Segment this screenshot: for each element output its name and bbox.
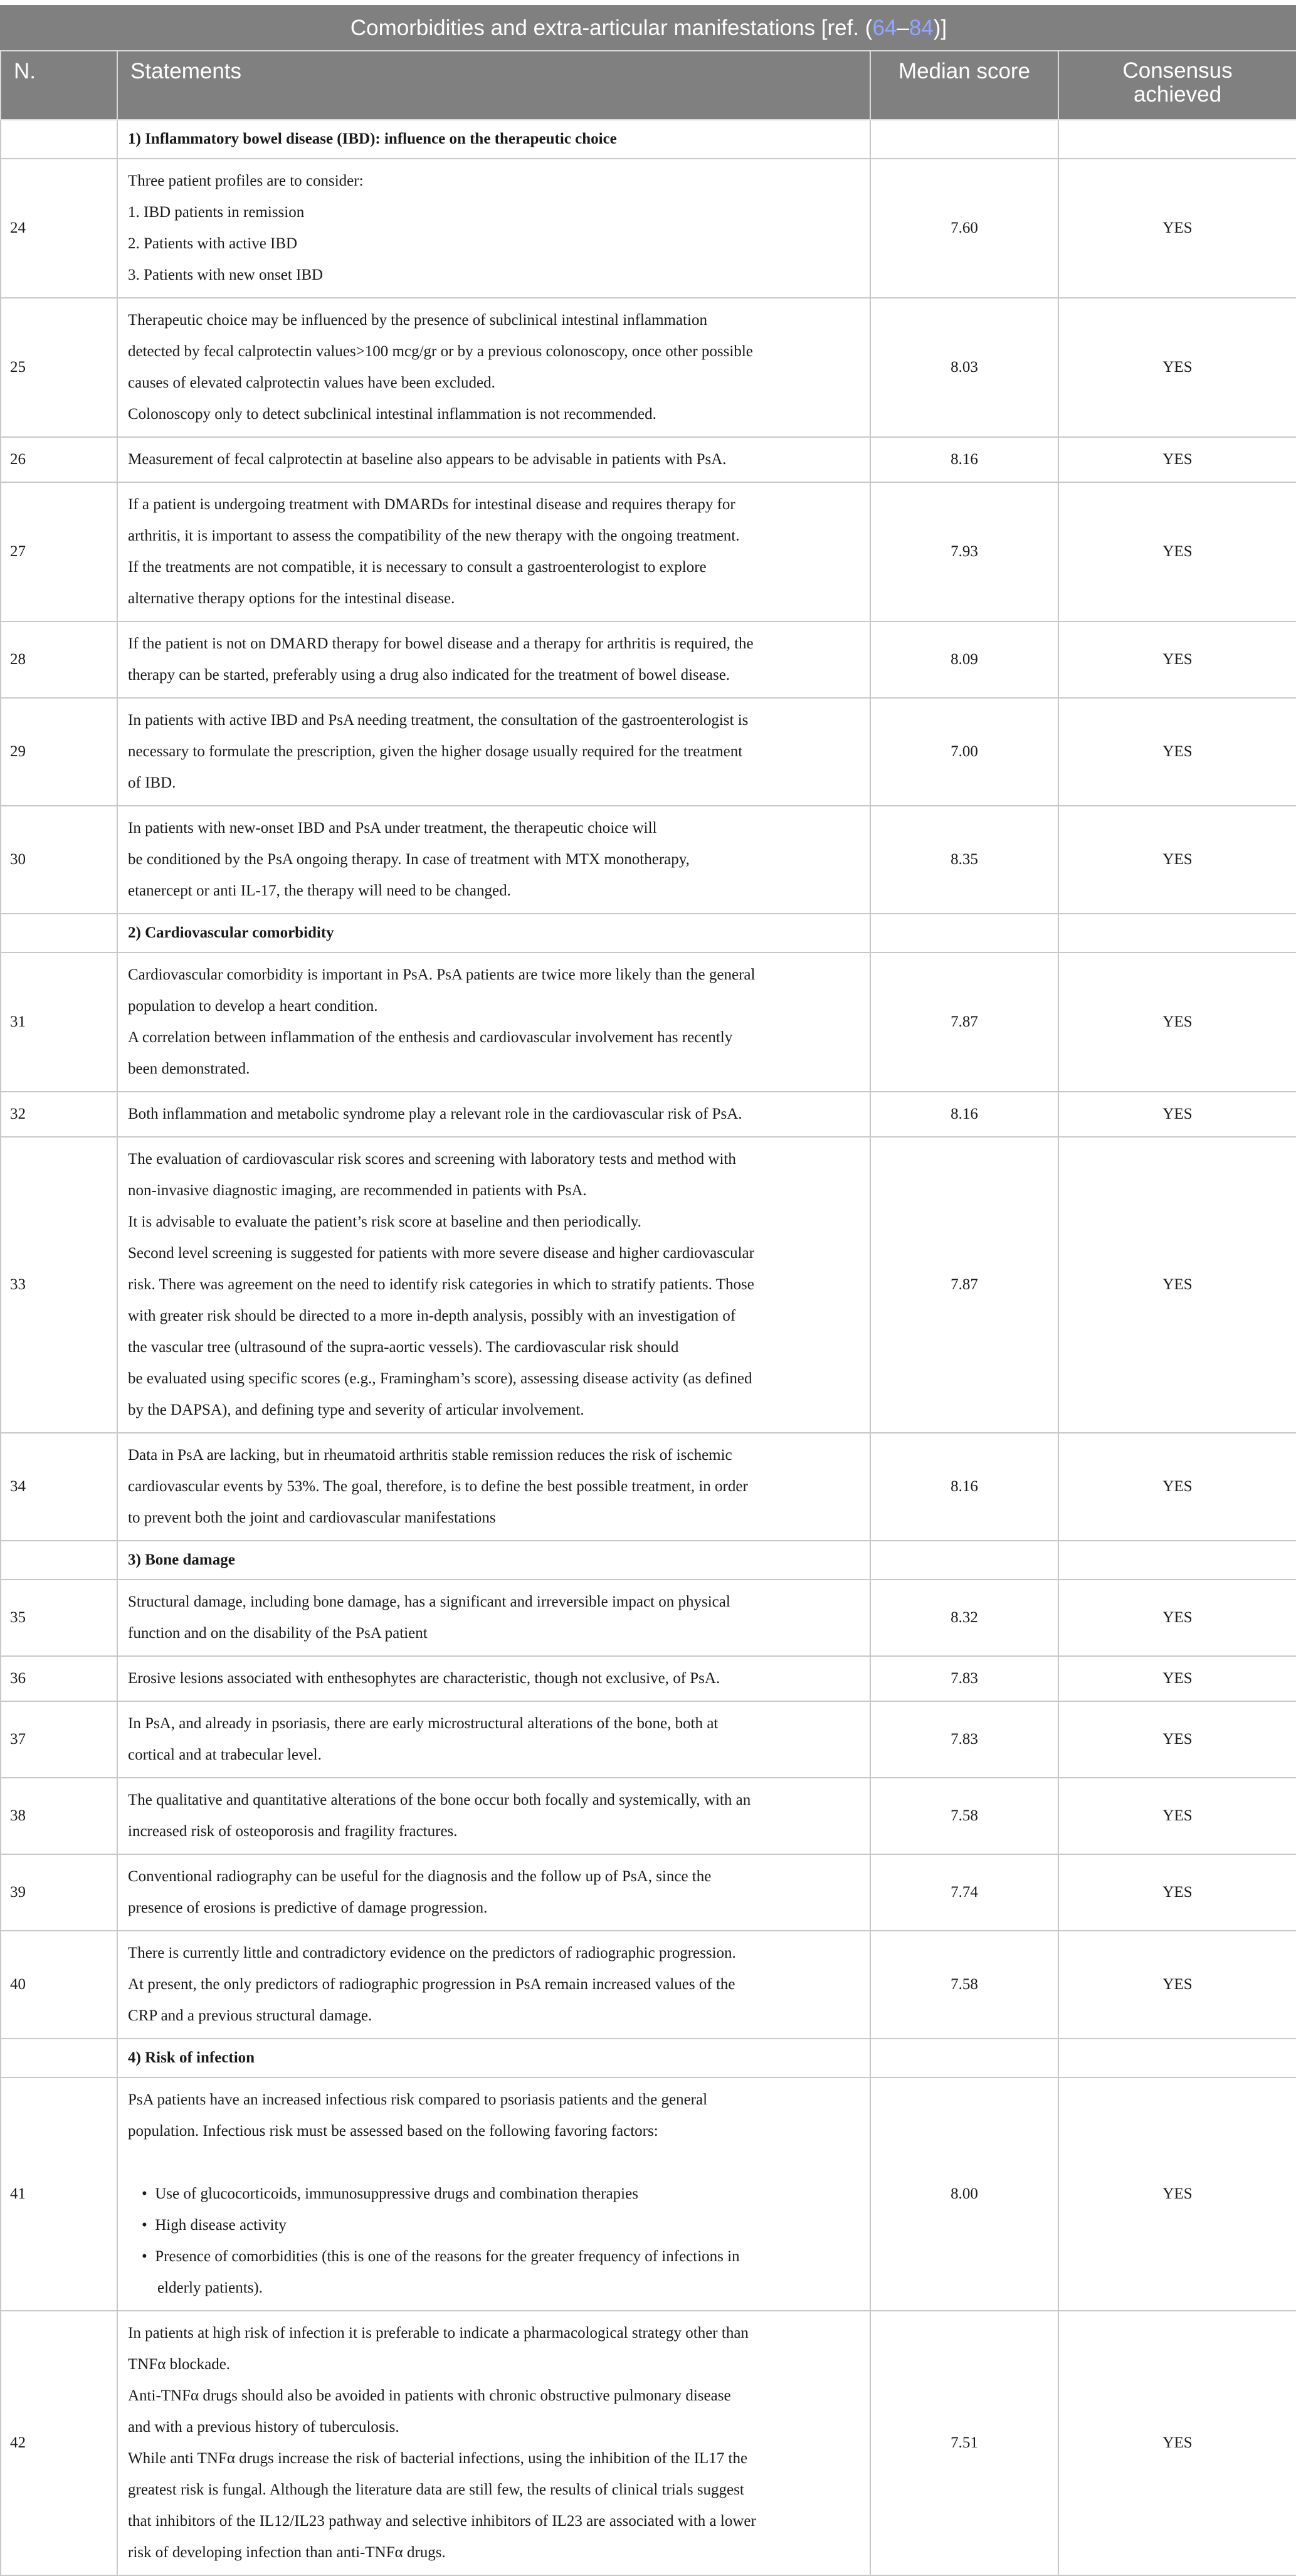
statement-line: Three patient profiles are to consider:: [128, 172, 364, 189]
statement-line: The qualitative and quantitative alterations of the bone occur both focally and systemically, with an: [128, 1792, 751, 1808]
consensus-achieved: YES: [1058, 953, 1296, 1092]
table-title: [1, 6, 1296, 51]
median-score: 7.60: [870, 159, 1058, 298]
statement-text: [117, 1580, 870, 1656]
statement-line: A correlation between inflammation of the enthesis and cardiovascular involvement has recently: [128, 1029, 733, 1046]
statement-number: 40: [1, 1931, 117, 2039]
consensus-achieved: YES: [1058, 298, 1296, 437]
statement-number: 31: [1, 953, 117, 1092]
statement-text: [117, 437, 870, 482]
consensus-achieved: YES: [1058, 1580, 1296, 1656]
statement-line: been demonstrated.: [128, 1060, 250, 1077]
median-score: 8.16: [870, 1433, 1058, 1541]
consensus-achieved: YES: [1058, 1137, 1296, 1433]
consensus-achieved: YES: [1058, 698, 1296, 806]
statement-number: 35: [1, 1580, 117, 1656]
consensus-achieved: YES: [1058, 1701, 1296, 1778]
statement-line: presence of erosions is predictive of damage progression.: [128, 1899, 488, 1916]
statement-text: [117, 1778, 870, 1854]
table-row: [1, 159, 1296, 298]
statement-line: Both inflammation and metabolic syndrome play a relevant role in the cardiovascular risk of PsA.: [128, 1106, 742, 1122]
bullet-line: elderly patients).: [142, 2279, 263, 2296]
ref-end-link[interactable]: 84: [909, 16, 934, 40]
table-row: [1, 437, 1296, 482]
section-median-cell: [870, 1541, 1058, 1580]
median-score: 7.51: [870, 2311, 1058, 2575]
statement-line: In patients with active IBD and PsA needing treatment, the consultation of the gastroenterologist is: [128, 712, 749, 729]
statement-line: cortical and at trabecular level.: [128, 1746, 322, 1763]
statement-line: cardiovascular events by 53%. The goal, therefore, is to define the best possible treatment, in order: [128, 1478, 748, 1495]
median-score: 7.74: [870, 1854, 1058, 1931]
header-median-score: Median score: [870, 51, 1058, 120]
table-row: [1, 1137, 1296, 1433]
statement-text: [117, 953, 870, 1092]
statement-text: [117, 2077, 870, 2311]
section-median-cell: [870, 914, 1058, 953]
statement-line: Structural damage, including bone damage, has a significant and irreversible impact on physical: [128, 1593, 730, 1610]
statement-line: etanercept or anti IL-17, the therapy will need to be changed.: [128, 882, 511, 899]
statement-line: to prevent both the joint and cardiovascular manifestations: [128, 1509, 496, 1526]
statement-line: Therapeutic choice may be influenced by the presence of subclinical intestinal inflammation: [128, 312, 707, 329]
statement-line: 3. Patients with new onset IBD: [128, 267, 324, 283]
statement-line: At present, the only predictors of radiographic progression in PsA remain increased values of the: [128, 1976, 735, 1993]
statement-line: Second level screening is suggested for patients with more severe disease and higher cardiovascular: [128, 1245, 754, 1262]
section-number-cell: [1, 914, 117, 953]
statement-number: 29: [1, 698, 117, 806]
statement-line: In patients at high risk of infection it is preferable to indicate a pharmacological strategy other than: [128, 2325, 749, 2341]
median-score: 8.09: [870, 621, 1058, 698]
consensus-achieved: YES: [1058, 437, 1296, 482]
section-number-cell: [1, 1541, 117, 1580]
statement-line: Colonoscopy only to detect subclinical intestinal inflammation is not recommended.: [128, 406, 656, 423]
section-title: 3) Bone damage: [117, 1541, 870, 1580]
header-statements: Statements: [117, 51, 870, 120]
statement-line: While anti TNFα drugs increase the risk of bacterial infections, using the inhibition of the IL17 the: [128, 2450, 748, 2467]
statement-number: 25: [1, 298, 117, 437]
statement-line: If the treatments are not compatible, it is necessary to consult a gastroenterologist to explore: [128, 559, 707, 576]
statement-line: 1. IBD patients in remission: [128, 204, 305, 221]
statement-number: 33: [1, 1137, 117, 1433]
consensus-achieved: YES: [1058, 806, 1296, 914]
statement-text: [117, 1656, 870, 1701]
statement-line: risk. There was agreement on the need to identify risk categories in which to stratify patients. Those: [128, 1276, 754, 1293]
statement-line: of IBD.: [128, 774, 176, 791]
statement-text: [117, 1931, 870, 2039]
consensus-achieved: YES: [1058, 1092, 1296, 1137]
table-row: [1, 1433, 1296, 1541]
table-row: [1, 1778, 1296, 1854]
statement-line: by the DAPSA), and defining type and severity of articular involvement.: [128, 1401, 584, 1418]
bullet-line: • Use of glucocorticoids, immunosuppressive drugs and combination therapies: [142, 2185, 638, 2202]
table-row: [1, 1580, 1296, 1656]
statement-line: arthritis, it is important to assess the compatibility of the new therapy with the ongoing treatment.: [128, 527, 740, 544]
statement-line: and with a previous history of tuberculosis.: [128, 2419, 399, 2436]
statement-number: 28: [1, 621, 117, 698]
statement-line: population to develop a heart condition.: [128, 998, 378, 1015]
section-title: 4) Risk of infection: [117, 2039, 870, 2077]
consensus-achieved: YES: [1058, 1656, 1296, 1701]
statement-line: Conventional radiography can be useful for the diagnosis and the follow up of PsA, since the: [128, 1868, 712, 1885]
statement-line: The evaluation of cardiovascular risk scores and screening with laboratory tests and method with: [128, 1151, 736, 1168]
statement-number: 27: [1, 482, 117, 621]
title-prefix: Comorbidities and extra-articular manifestations [ref. (: [350, 16, 873, 40]
statement-number: 36: [1, 1656, 117, 1701]
statement-line: Data in PsA are lacking, but in rheumatoid arthritis stable remission reduces the risk of ischemic: [128, 1447, 732, 1464]
median-score: 8.16: [870, 1092, 1058, 1137]
bullet-line: • Presence of comorbidities (this is one of the reasons for the greater frequency of infections in: [142, 2248, 740, 2265]
table-row: [1, 1701, 1296, 1778]
section-header-row: [1, 2039, 1296, 2077]
statement-line: Erosive lesions associated with enthesophytes are characteristic, though not exclusive, of PsA.: [128, 1670, 720, 1687]
statement-text: [117, 298, 870, 437]
statement-line: non-invasive diagnostic imaging, are recommended in patients with PsA.: [128, 1182, 587, 1199]
blank-line: [128, 2147, 860, 2178]
median-score: 7.58: [870, 1778, 1058, 1854]
table-row: [1, 698, 1296, 806]
median-score: 8.00: [870, 2077, 1058, 2311]
table-row: [1, 1854, 1296, 1931]
statement-number: 32: [1, 1092, 117, 1137]
consensus-achieved: YES: [1058, 159, 1296, 298]
header-consensus-line-1: Consensus: [1122, 58, 1233, 83]
statement-line: There is currently little and contradictory evidence on the predictors of radiographic progression.: [128, 1945, 736, 1961]
header-consensus: [1058, 51, 1296, 120]
section-consensus-cell: [1058, 2039, 1296, 2077]
table-row: [1, 2311, 1296, 2575]
median-score: 7.93: [870, 482, 1058, 621]
statement-text: [117, 1092, 870, 1137]
title-suffix: )]: [933, 16, 947, 40]
section-consensus-cell: [1058, 1541, 1296, 1580]
statement-line: 2. Patients with active IBD: [128, 235, 298, 252]
statement-line: Measurement of fecal calprotectin at baseline also appears to be advisable in patients with PsA.: [128, 451, 727, 468]
table-row: [1, 1656, 1296, 1701]
section-number-cell: [1, 2039, 117, 2077]
statement-line: Cardiovascular comorbidity is important in PsA. PsA patients are twice more likely than the general: [128, 966, 756, 983]
statement-line: detected by fecal calprotectin values>100 mcg/gr or by a previous colonoscopy, once other possible: [128, 343, 753, 360]
section-median-cell: [870, 2039, 1058, 2077]
statement-line: PsA patients have an increased infectious risk compared to psoriasis patients and the general: [128, 2091, 708, 2108]
table-row: [1, 806, 1296, 914]
consensus-achieved: YES: [1058, 1433, 1296, 1541]
median-score: 7.83: [870, 1656, 1058, 1701]
table-row: [1, 1092, 1296, 1137]
section-median-cell: [870, 120, 1058, 159]
bullet-line: • High disease activity: [142, 2217, 287, 2234]
table-row: [1, 2077, 1296, 2311]
statement-number: 26: [1, 437, 117, 482]
statement-text: [117, 1137, 870, 1433]
median-score: 8.35: [870, 806, 1058, 914]
statement-line: with greater risk should be directed to a more in-depth analysis, possibly with an investigation of: [128, 1307, 736, 1324]
statement-line: be conditioned by the PsA ongoing therapy. In case of treatment with MTX monotherapy,: [128, 851, 690, 868]
section-title: 1) Inflammatory bowel disease (IBD): influence on the therapeutic choice: [117, 120, 870, 159]
statement-number: 39: [1, 1854, 117, 1931]
ref-start-link[interactable]: 64: [872, 16, 897, 40]
consensus-achieved: YES: [1058, 1854, 1296, 1931]
statement-number: 34: [1, 1433, 117, 1541]
median-score: 7.58: [870, 1931, 1058, 2039]
median-score: 7.87: [870, 1137, 1058, 1433]
section-header-row: [1, 914, 1296, 953]
table-row: [1, 482, 1296, 621]
statement-number: 38: [1, 1778, 117, 1854]
column-header-row: [1, 51, 1296, 120]
section-consensus-cell: [1058, 120, 1296, 159]
statement-text: [117, 1701, 870, 1778]
section-number-cell: [1, 120, 117, 159]
table-title-row: [1, 6, 1296, 51]
statement-line: increased risk of osteoporosis and fragility fractures.: [128, 1823, 458, 1840]
statement-line: greatest risk is fungal. Although the literature data are still few, the results of clinical trials suggest: [128, 2481, 744, 2498]
median-score: 7.83: [870, 1701, 1058, 1778]
median-score: 8.16: [870, 437, 1058, 482]
statement-line: therapy can be started, preferably using a drug also indicated for the treatment of bowel disease.: [128, 667, 730, 684]
statement-line: causes of elevated calprotectin values have been excluded.: [128, 374, 495, 391]
section-header-row: [1, 1541, 1296, 1580]
consensus-achieved: YES: [1058, 621, 1296, 698]
statement-line: alternative therapy options for the intestinal disease.: [128, 590, 455, 607]
statement-line: If a patient is undergoing treatment with DMARDs for intestinal disease and requires therapy for: [128, 496, 735, 513]
consensus-achieved: YES: [1058, 2077, 1296, 2311]
statement-line: It is advisable to evaluate the patient’s risk score at baseline and then periodically.: [128, 1213, 641, 1230]
table-row: [1, 298, 1296, 437]
consensus-achieved: YES: [1058, 1778, 1296, 1854]
statement-number: 24: [1, 159, 117, 298]
statement-text: [117, 1854, 870, 1931]
statement-number: 41: [1, 2077, 117, 2311]
statement-line: the vascular tree (ultrasound of the supra-aortic vessels). The cardiovascular risk should: [128, 1339, 679, 1356]
statement-line: be evaluated using specific scores (e.g., Framingham’s score), assessing disease activity (as defined: [128, 1370, 752, 1387]
median-score: 8.32: [870, 1580, 1058, 1656]
consensus-achieved: YES: [1058, 2311, 1296, 2575]
table-row: [1, 953, 1296, 1092]
table-row: [1, 1931, 1296, 2039]
statement-line: necessary to formulate the prescription, given the higher dosage usually required for the treatment: [128, 743, 743, 760]
statement-text: [117, 2311, 870, 2575]
header-number: N.: [1, 51, 117, 120]
consensus-achieved: YES: [1058, 1931, 1296, 2039]
statement-text: [117, 698, 870, 806]
section-consensus-cell: [1058, 914, 1296, 953]
median-score: 7.87: [870, 953, 1058, 1092]
statement-line: population. Infectious risk must be assessed based on the following favoring factors:: [128, 2123, 658, 2140]
table-body: [1, 120, 1296, 2575]
statement-line: If the patient is not on DMARD therapy for bowel disease and a therapy for arthritis is required, the: [128, 635, 754, 652]
ref-dash: –: [897, 16, 909, 40]
statement-line: In PsA, and already in psoriasis, there are early microstructural alterations of the bone, both at: [128, 1715, 719, 1732]
statement-line: In patients with new-onset IBD and PsA under treatment, the therapeutic choice will: [128, 820, 657, 837]
header-consensus-line-2: achieved: [1133, 82, 1222, 107]
statement-number: 30: [1, 806, 117, 914]
statement-line: TNFα blockade.: [128, 2356, 231, 2373]
statement-line: Anti-TNFα drugs should also be avoided in patients with chronic obstructive pulmonary disease: [128, 2387, 731, 2404]
median-score: 7.00: [870, 698, 1058, 806]
table-row: [1, 621, 1296, 698]
statement-text: [117, 159, 870, 298]
statement-text: [117, 806, 870, 914]
section-header-row: [1, 120, 1296, 159]
statement-text: [117, 1433, 870, 1541]
statement-text: [117, 482, 870, 621]
statement-text: [117, 621, 870, 698]
consensus-table: [0, 5, 1296, 2576]
statement-number: 42: [1, 2311, 117, 2575]
section-title: 2) Cardiovascular comorbidity: [117, 914, 870, 953]
statement-number: 37: [1, 1701, 117, 1778]
statement-line: CRP and a previous structural damage.: [128, 2007, 372, 2024]
consensus-achieved: YES: [1058, 482, 1296, 621]
statement-line: that inhibitors of the IL12/IL23 pathway and selective inhibitors of IL23 are associated with a lower: [128, 2513, 756, 2530]
statement-line: function and on the disability of the PsA patient: [128, 1625, 428, 1642]
median-score: 8.03: [870, 298, 1058, 437]
statement-line: risk of developing infection than anti-TNFα drugs.: [128, 2544, 446, 2561]
